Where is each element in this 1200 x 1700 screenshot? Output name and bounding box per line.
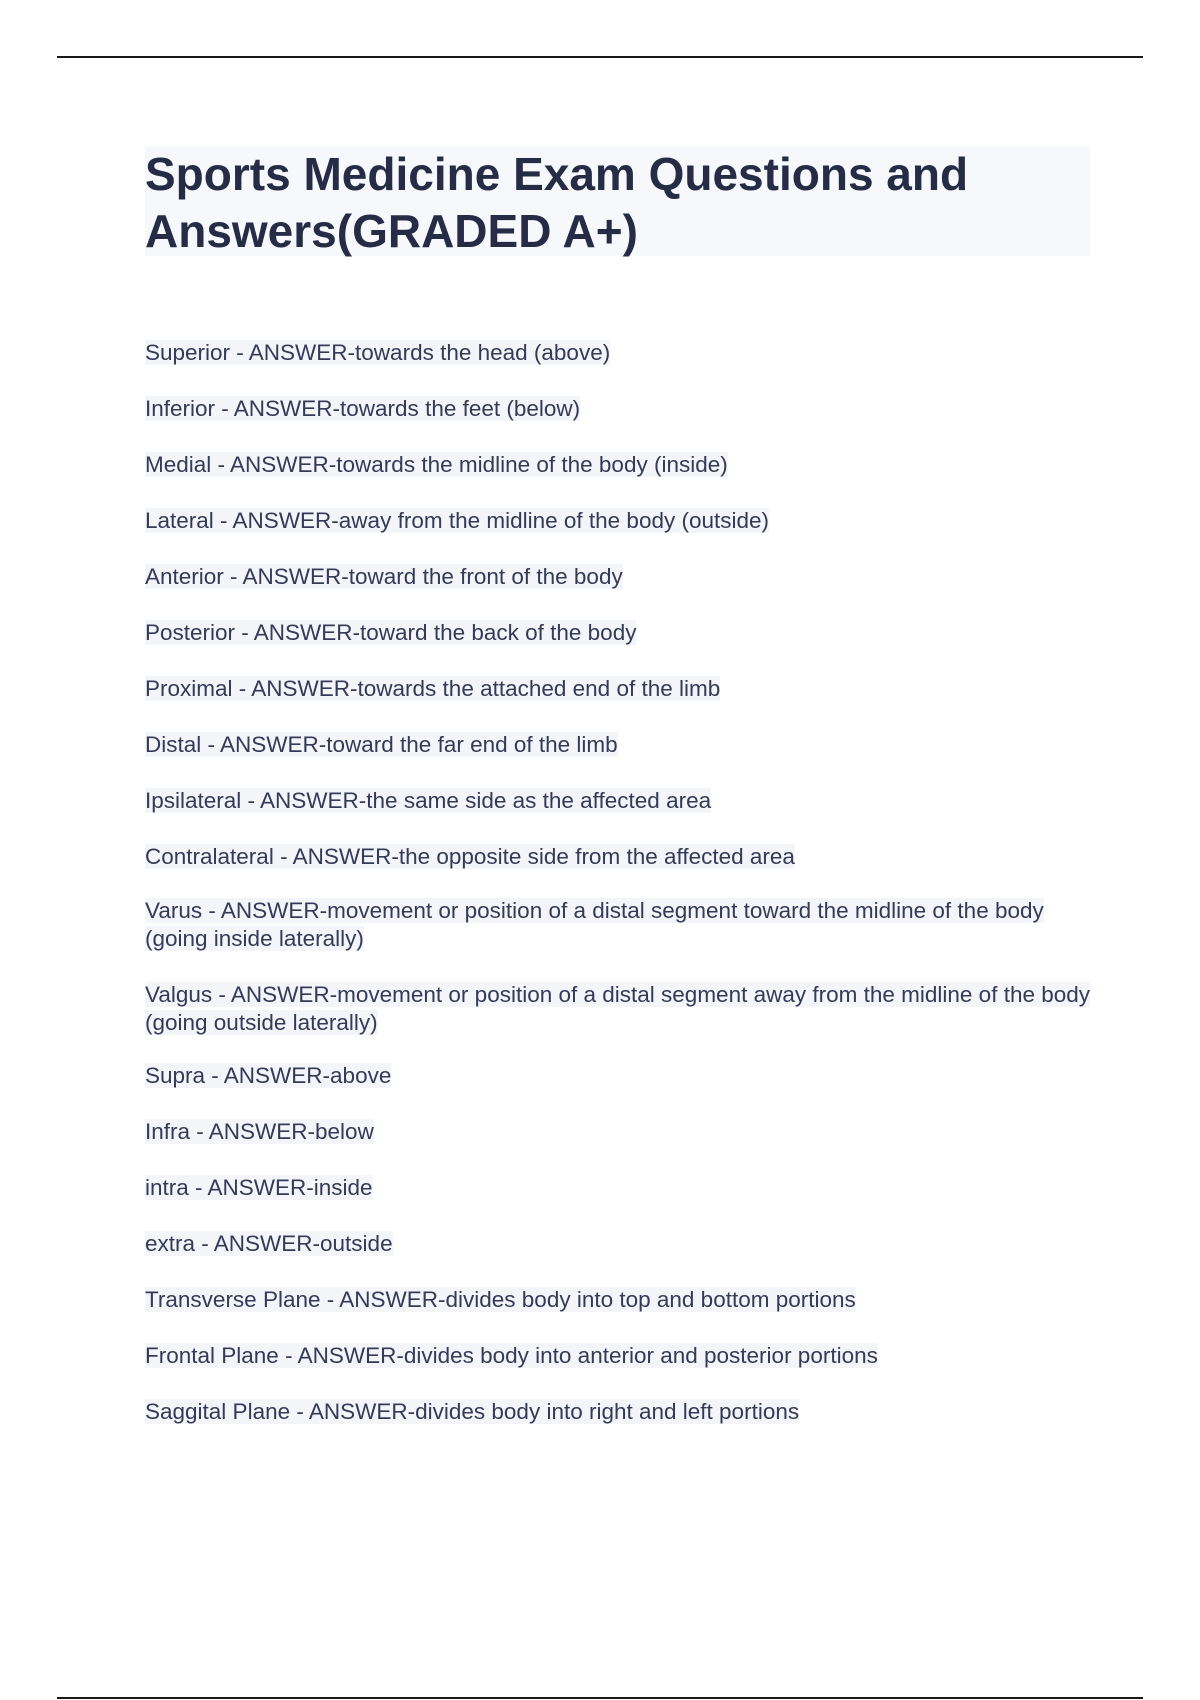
top-rule: [57, 56, 1143, 58]
qa-item: [145, 1062, 1090, 1090]
qa-item-text: Lateral - ANSWER-away from the midline of the body (outside): [145, 508, 770, 533]
qa-item: [145, 843, 1090, 871]
qa-item: [145, 1118, 1090, 1146]
qa-item-text: Frontal Plane - ANSWER-divides body into anterior and posterior portions: [145, 1343, 878, 1368]
qa-item-text: Infra - ANSWER-below: [145, 1119, 374, 1144]
qa-item-text: Saggital Plane - ANSWER-divides body into right and left portions: [145, 1399, 800, 1424]
qa-item: [145, 1174, 1090, 1202]
qa-item-text: extra - ANSWER-outside: [145, 1231, 393, 1256]
qa-item-text: Ipsilateral - ANSWER-the same side as the affected area: [145, 788, 712, 813]
qa-item: [145, 1230, 1090, 1258]
qa-item: [145, 981, 1090, 1037]
qa-item-text: Transverse Plane - ANSWER-divides body into top and bottom portions: [145, 1287, 856, 1312]
bottom-rule: [57, 1697, 1143, 1699]
qa-item-text: Posterior - ANSWER-toward the back of the body: [145, 620, 637, 645]
qa-item: [145, 1286, 1090, 1314]
qa-item: [145, 563, 1090, 591]
qa-item-text: Supra - ANSWER-above: [145, 1063, 392, 1088]
qa-item: [145, 1342, 1090, 1370]
qa-item: [145, 787, 1090, 815]
qa-item-text: Contralateral - ANSWER-the opposite side from the affected area: [145, 844, 795, 869]
page-title: Sports Medicine Exam Questions and Answers(GRADED A+): [145, 148, 969, 257]
qa-item-text: Inferior - ANSWER-towards the feet (below): [145, 396, 581, 421]
qa-item: [145, 675, 1090, 703]
qa-item-text: Distal - ANSWER-toward the far end of the limb: [145, 732, 618, 757]
qa-item-text: intra - ANSWER-inside: [145, 1175, 373, 1200]
qa-item: [145, 897, 1090, 953]
qa-item: [145, 1398, 1090, 1426]
title-block: [145, 146, 1090, 256]
qa-item: [145, 507, 1090, 535]
qa-item: [145, 731, 1090, 759]
qa-item-text: Proximal - ANSWER-towards the attached end of the limb: [145, 676, 721, 701]
qa-item-text: Anterior - ANSWER-toward the front of the body: [145, 564, 623, 589]
qa-item: [145, 451, 1090, 479]
qa-item-text: Valgus - ANSWER-movement or position of a distal segment away from the midline of the body (going outside laterally): [145, 982, 1091, 1035]
qa-item: [145, 339, 1090, 367]
qa-item-text: Medial - ANSWER-towards the midline of the body (inside): [145, 452, 728, 477]
qa-item-text: Superior - ANSWER-towards the head (above): [145, 340, 611, 365]
qa-list: [145, 339, 1090, 1426]
qa-item-text: Varus - ANSWER-movement or position of a distal segment toward the midline of the body (going inside laterally): [145, 898, 1044, 951]
qa-item: [145, 395, 1090, 423]
qa-item: [145, 619, 1090, 647]
